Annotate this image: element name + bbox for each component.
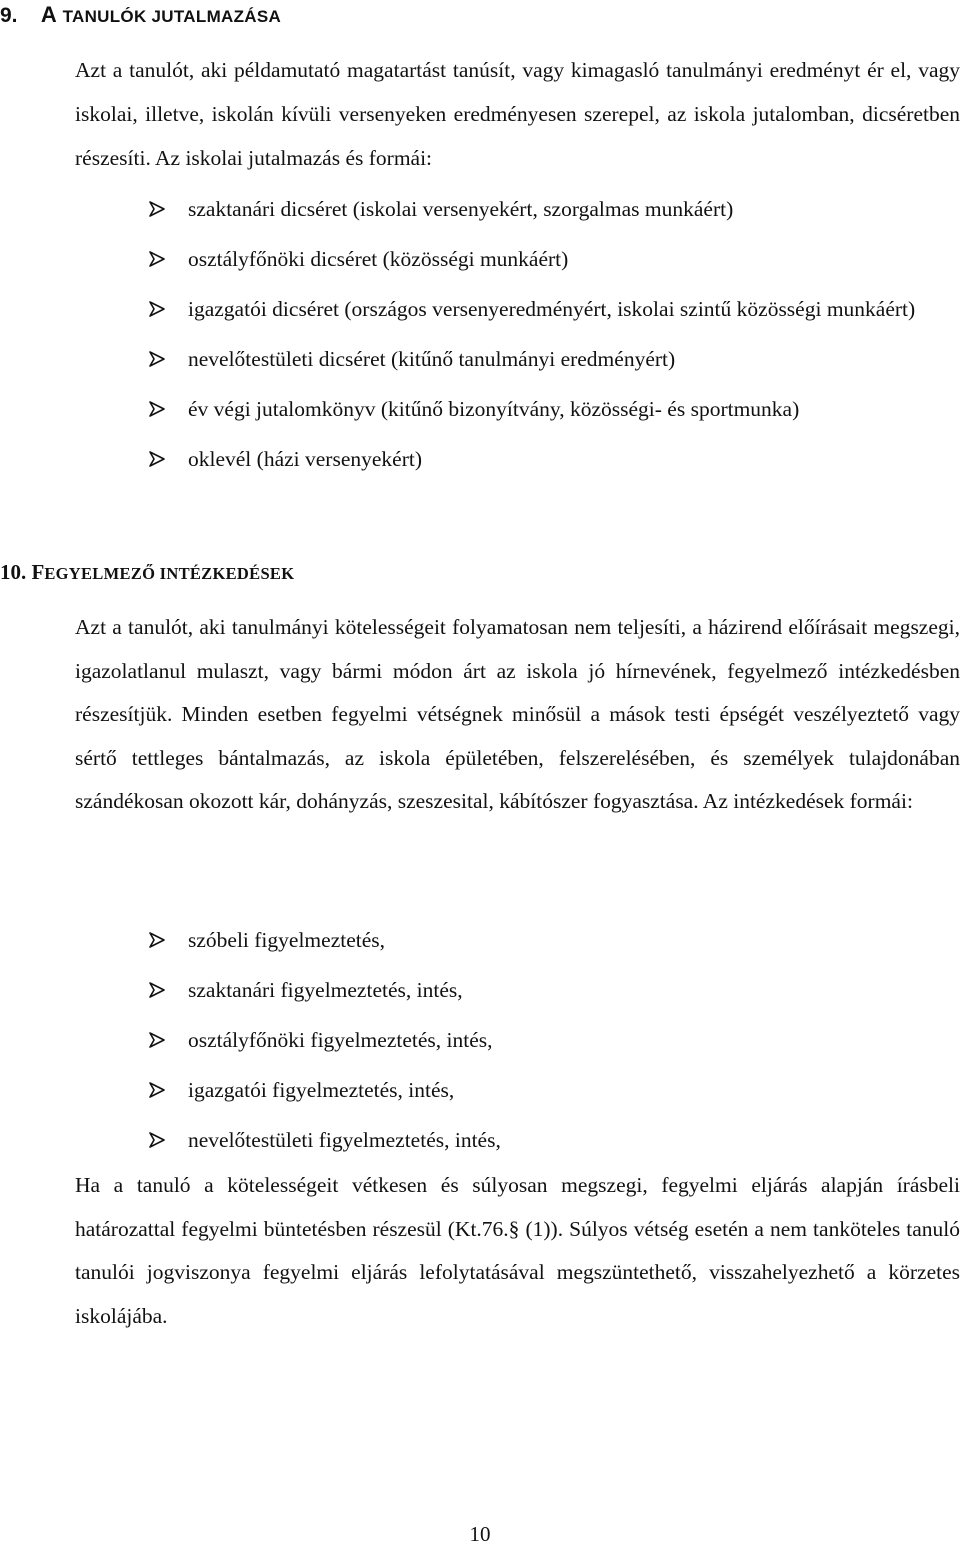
list-item: oklevél (házi versenyekért)	[148, 436, 960, 482]
list-item: szóbeli figyelmeztetés,	[148, 917, 960, 963]
section-9-list	[148, 186, 960, 486]
section-9-heading	[0, 2, 281, 28]
page-number: 10	[469, 1522, 491, 1546]
arrow-bullet-icon	[148, 981, 166, 999]
section-10-paragraph: Azt a tanulót, aki tanulmányi kötelességeit folyamatosan nem teljesíti, a házirend előírásait megszegi, igazolatlanul mulaszt, vagy bármi módon árt az iskola jó hírnevének, fegyelmező intézkedésben részesítjük. Minden esetben fegyelmi vétségnek minősül a mások testi épségét veszélyeztető vagy sértő tettleges bántalmazás, az iskola épületében, felszerelésében, és személyek tulajdonában szándékosan okozott kár, dohányzás, szeszesital, kábítószer fogyasztása. Az intézkedések formái:	[75, 615, 960, 814]
arrow-bullet-icon	[148, 300, 166, 318]
list-item: nevelőtestületi dicséret (kitűnő tanulmányi eredményért)	[148, 336, 960, 382]
arrow-bullet-icon	[148, 1031, 166, 1049]
list-item: nevelőtestületi figyelmeztetés, intés,	[148, 1117, 960, 1163]
arrow-bullet-icon	[148, 350, 166, 368]
arrow-bullet-icon	[148, 1131, 166, 1149]
section-9-title: TANULÓK JUTALMAZÁSA	[62, 7, 282, 26]
arrow-bullet-icon	[148, 1081, 166, 1099]
arrow-bullet-icon	[148, 931, 166, 949]
section-9-paragraph: Azt a tanulót, aki példamutató magatartást tanúsít, vagy kimagasló tanulmányi eredményt ér el, vagy iskolai, illetve, iskolán kívüli versenyeken eredményesen szerepel, az iskola jutalomban, dicséretben részesíti. Az iskolai jutalmazás és formái:	[75, 58, 960, 171]
list-item: osztályfőnöki dicséret (közösségi munkáért)	[148, 236, 960, 282]
section-10-heading	[0, 560, 294, 585]
section-10-closing-paragraph: Ha a tanuló a kötelességeit vétkesen és súlyosan megszegi, fegyelmi eljárás alapján írásbeli határozattal fegyelmi büntetésben részesül (Kt.76.§ (1)). Súlyos vétség esetén a nem tanköteles tanuló tanulói jogviszonya fegyelmi eljárás lefolytatásával megszüntethető, visszahelyezhető a körzetes iskolájába.	[75, 1173, 960, 1328]
section-10-title-initial: F	[31, 560, 45, 584]
list-item: szaktanári dicséret (iskolai versenyekért, szorgalmas munkáért)	[148, 186, 960, 232]
section-9-number: 9.	[0, 4, 18, 27]
arrow-bullet-icon	[148, 200, 166, 218]
list-item: év végi jutalomkönyv (kitűnő bizonyítvány, közösségi- és sportmunka)	[148, 386, 960, 432]
arrow-bullet-icon	[148, 250, 166, 268]
arrow-bullet-icon	[148, 450, 166, 468]
section-10-list	[148, 917, 960, 1167]
list-item: osztályfőnöki figyelmeztetés, intés,	[148, 1017, 960, 1063]
list-item: igazgatói figyelmeztetés, intés,	[148, 1067, 960, 1113]
section-10-number: 10.	[0, 560, 27, 584]
section-9-title-initial: A	[40, 2, 57, 27]
arrow-bullet-icon	[148, 400, 166, 418]
list-item: igazgatói dicséret (országos versenyeredményért, iskolai szintű közösségi munkáért)	[148, 286, 960, 332]
list-item: szaktanári figyelmeztetés, intés,	[148, 967, 960, 1013]
section-10-title: EGYELMEZŐ INTÉZKEDÉSEK	[44, 564, 295, 583]
